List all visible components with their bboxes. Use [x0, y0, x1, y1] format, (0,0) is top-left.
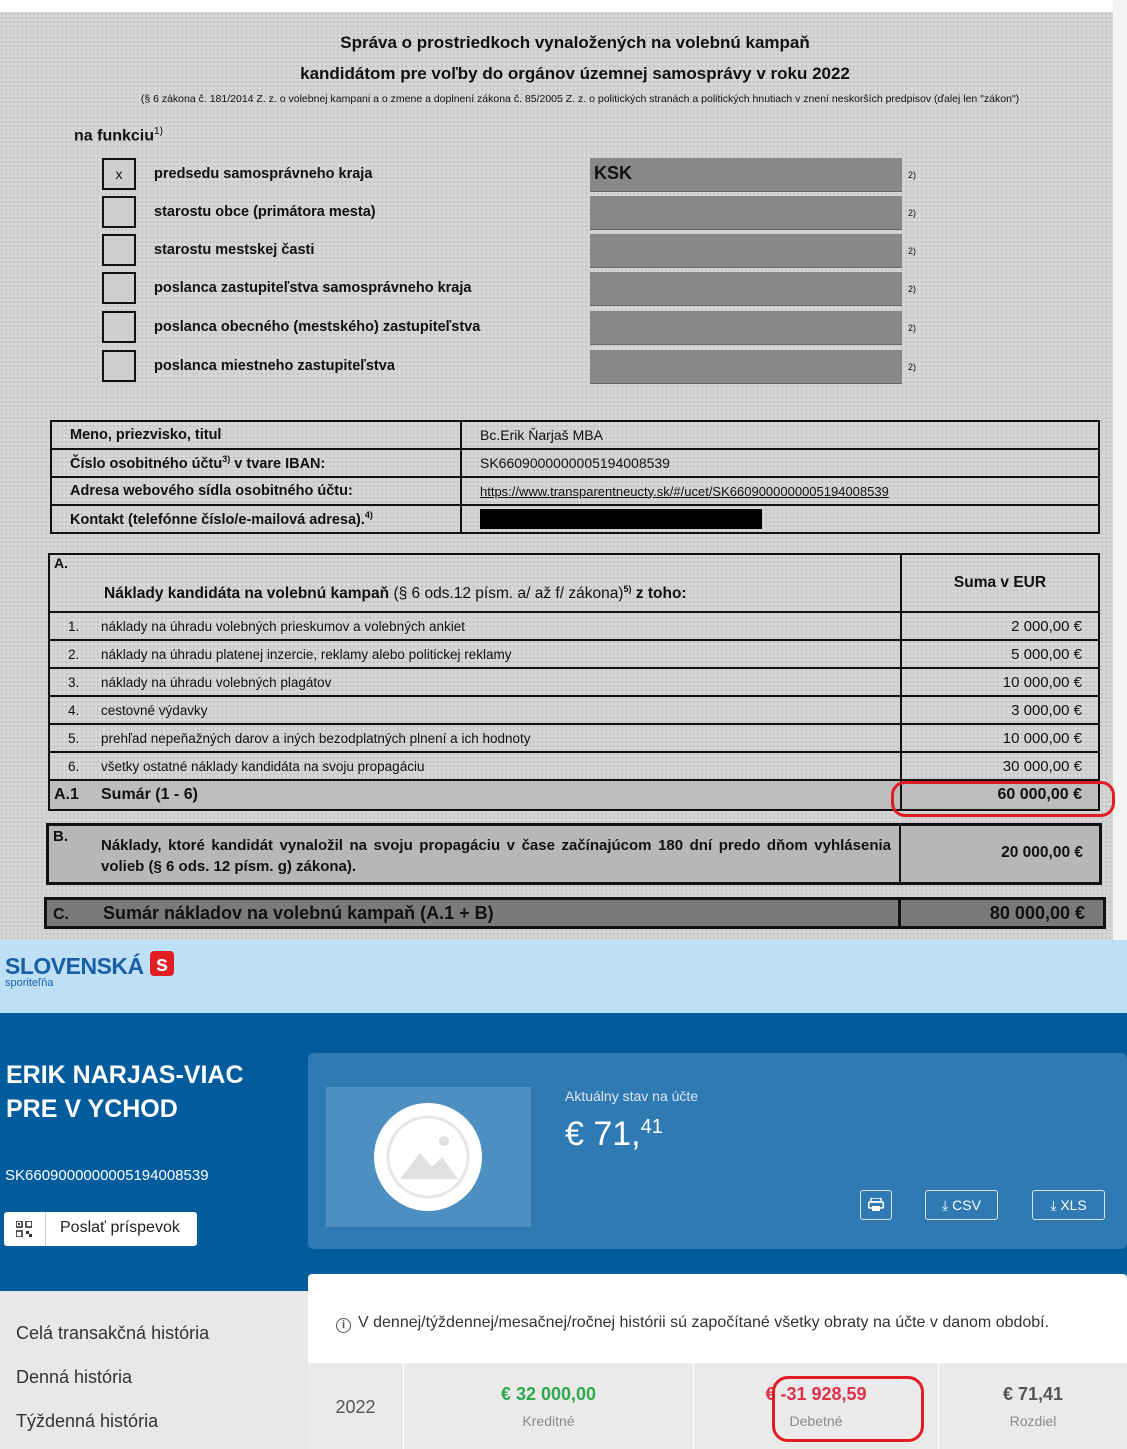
scan-right-edge	[1113, 0, 1127, 940]
function-field	[590, 350, 902, 384]
history-sidebar	[0, 1291, 308, 1449]
candidate-info-table	[50, 420, 1100, 534]
sum-label: Sumár (1 - 6)	[101, 780, 901, 810]
function-label: poslanca obecného (mestského) zastupiteľstva	[154, 319, 481, 335]
cost-desc: náklady na úhradu volebných plagátov	[101, 668, 901, 696]
history-panel	[308, 1274, 1127, 1449]
account-image-placeholder	[326, 1087, 531, 1227]
csv-label: CSV	[952, 1197, 981, 1213]
amount-header: Suma v EUR	[901, 554, 1099, 612]
function-note: 2)	[908, 284, 917, 294]
cost-amount: 10 000,00 €	[901, 668, 1099, 696]
report-subtitle: (§ 6 zákona č. 181/2014 Z. z. o volebnej kampani a o zmene a doplnení zákona č. 85/2005 Z. z. o politických stranách a politických hnutiach v znení neskorších predpisov (ďalej len "zákon")	[140, 93, 1020, 105]
cost-row	[49, 668, 1099, 696]
function-row-5	[102, 311, 922, 345]
cost-amount: 10 000,00 €	[901, 724, 1099, 752]
bank-logo-name: SLOVENSKÁ	[5, 953, 144, 979]
costs-heading: A. Náklady kandidáta na volebnú kampaň (§ 6 ods.12 písm. a/ až f/ zákona)$^{5)}$ z toho:	[49, 554, 901, 612]
info-row-iban	[51, 449, 1099, 477]
history-year: 2022	[308, 1363, 404, 1449]
bank-logo-icon: s	[150, 951, 174, 976]
contact-label: Kontakt (telefónne číslo/e-mailová adresa).$^{4)}$	[51, 505, 461, 533]
cost-num: 6.	[49, 752, 101, 780]
bank-header	[0, 940, 1127, 1013]
info-icon: i	[336, 1318, 351, 1333]
section-b-text: Náklady, ktoré kandidát vynaložil na svoju propagáciu v čase začínajúcom 180 dní predo dňom vyhlásenia volieb (§ 6 ods. 12 písm. g) zákona).	[101, 837, 891, 875]
function-note: 2)	[908, 170, 917, 180]
section-c-text: Sumár nákladov na volebnú kampaň (A.1 + B)	[103, 903, 494, 923]
debit-label: Debetné	[789, 1413, 843, 1429]
cost-row	[49, 640, 1099, 668]
balance-value: € 71,41	[565, 1115, 663, 1153]
function-field	[590, 196, 902, 230]
function-row-1	[102, 158, 922, 192]
cost-amount: 3 000,00 €	[901, 696, 1099, 724]
info-row-name	[51, 421, 1099, 449]
info-row-contact	[51, 505, 1099, 533]
highlight-debit-annotation	[772, 1376, 924, 1442]
balance-label: Aktuálny stav na účte	[565, 1088, 699, 1104]
function-checkbox: x	[102, 158, 136, 190]
download-icon: ⤓	[942, 1197, 949, 1213]
print-icon	[868, 1198, 884, 1212]
function-label: starostu mestskej časti	[154, 242, 315, 258]
section-c-letter: C.	[53, 906, 69, 923]
costs-header-row	[49, 554, 1099, 612]
cost-amount: 30 000,00 €	[901, 752, 1099, 780]
function-checkbox	[102, 272, 136, 304]
cost-num: 5.	[49, 724, 101, 752]
function-row-6	[102, 350, 922, 384]
info-row-web	[51, 477, 1099, 505]
iban-label: Číslo osobitného účtu$^{3)}$ v tvare IBAN:	[51, 449, 461, 477]
credit-cell	[404, 1363, 694, 1449]
send-contribution-label: Poslať príspevok	[60, 1219, 180, 1236]
function-checkbox	[102, 350, 136, 382]
download-icon: ⤓	[1050, 1197, 1057, 1213]
cost-desc: všetky ostatné náklady kandidáta na svoju propagáciu	[101, 752, 901, 780]
qr-code-icon	[4, 1212, 46, 1246]
function-label: poslanca miestneho zastupiteľstva	[154, 358, 395, 374]
function-field	[590, 234, 902, 268]
costs-table	[48, 553, 1100, 811]
send-contribution-button[interactable]	[4, 1212, 197, 1246]
function-label: poslanca zastupiteľstva samosprávneho kraja	[154, 280, 472, 296]
function-row-2	[102, 196, 922, 230]
function-checkbox	[102, 196, 136, 228]
sidebar-item-daily-history[interactable]: Denná história	[16, 1367, 133, 1387]
cost-num: 2.	[49, 640, 101, 668]
scan-top-edge	[0, 0, 1127, 12]
csv-export-button[interactable]	[925, 1190, 998, 1220]
section-c-amount: 80 000,00 €	[898, 900, 1103, 926]
xls-label: XLS	[1060, 1197, 1087, 1213]
iban-value: SK6609000000005194008539	[461, 449, 1099, 477]
cost-row	[49, 696, 1099, 724]
section-b-amount: 20 000,00 €	[899, 826, 1099, 882]
cost-amount: 2 000,00 €	[901, 612, 1099, 640]
cost-row	[49, 724, 1099, 752]
function-label: predsedu samosprávneho kraja	[154, 166, 373, 182]
section-c	[44, 897, 1106, 929]
sum-num: A.1	[49, 780, 101, 810]
web-value: https://www.transparentneucty.sk/#/ucet/SK6609000000005194008539	[461, 477, 1099, 505]
function-label: starostu obce (primátora mesta)	[154, 204, 376, 220]
history-row	[308, 1363, 1127, 1449]
function-note: 2)	[908, 246, 917, 256]
function-field	[590, 272, 902, 306]
name-label: Meno, priezvisko, titul	[51, 421, 461, 449]
bank-logo-sub: sporiteľňa	[5, 977, 54, 989]
credit-label: Kreditné	[522, 1413, 575, 1429]
report-title-line-1: Správa o prostriedkoch vynaložených na volebnú kampaň	[340, 33, 810, 52]
account-name: ERIK NARJAS-VIAC PRE V YCHOD	[6, 1061, 244, 1123]
balance-card	[308, 1053, 1127, 1249]
cost-desc: cestovné výdavky	[101, 696, 901, 724]
function-label: na funkciu$^{1)}$	[74, 126, 163, 145]
xls-export-button[interactable]	[1032, 1190, 1105, 1220]
report-title-line-2: kandidátom pre voľby do orgánov územnej samosprávy v roku 2022	[300, 64, 850, 83]
function-row-4	[102, 272, 922, 306]
difference-cell	[939, 1363, 1127, 1449]
contact-value	[461, 505, 1099, 533]
function-checkbox	[102, 311, 136, 343]
section-b	[46, 823, 1102, 885]
image-placeholder-icon	[374, 1103, 482, 1211]
cost-num: 1.	[49, 612, 101, 640]
function-field	[590, 311, 902, 345]
function-note: 2)	[908, 323, 917, 333]
history-info: i V dennej/týždennej/mesačnej/ročnej histórii sú započítané všetky obraty na účte v danom období.	[336, 1314, 1049, 1333]
cost-desc: náklady na úhradu platenej inzercie, reklamy alebo politickej reklamy	[101, 640, 901, 668]
print-button[interactable]	[860, 1190, 892, 1220]
function-checkbox	[102, 234, 136, 266]
cost-desc: náklady na úhradu volebných prieskumov a volebných ankiet	[101, 612, 901, 640]
difference-label: Rozdiel	[1009, 1413, 1057, 1429]
name-value: Bc.Erik Ňarjaš MBA	[461, 421, 1099, 449]
sum-amount: 60 000,00 €	[901, 780, 1099, 810]
cost-num: 3.	[49, 668, 101, 696]
redacted-contact	[480, 509, 762, 529]
account-iban: SK6609000000005194008539	[5, 1167, 209, 1184]
function-row-3	[102, 234, 922, 268]
highlight-sum-annotation	[891, 781, 1115, 817]
cost-row	[49, 752, 1099, 780]
section-b-letter: B.	[53, 828, 68, 845]
cost-num: 4.	[49, 696, 101, 724]
credit-value: € 32 000,00	[500, 1384, 597, 1404]
debit-value: € -31 928,59	[765, 1384, 867, 1404]
function-field: KSK	[590, 158, 902, 192]
sidebar-item-full-history[interactable]: Celá transakčná história	[16, 1323, 210, 1343]
web-label: Adresa webového sídla osobitného účtu:	[51, 477, 461, 505]
cost-amount: 5 000,00 €	[901, 640, 1099, 668]
function-note: 2)	[908, 208, 917, 218]
sidebar-item-weekly-history[interactable]: Týždenná história	[16, 1411, 159, 1431]
cost-desc: prehľad nepeňažných darov a iných bezodplatných plnení a ich hodnoty	[101, 724, 901, 752]
difference-value: € 71,41	[1002, 1384, 1064, 1404]
cost-row	[49, 612, 1099, 640]
bank-account-page	[0, 1013, 1127, 1449]
function-note: 2)	[908, 362, 917, 372]
